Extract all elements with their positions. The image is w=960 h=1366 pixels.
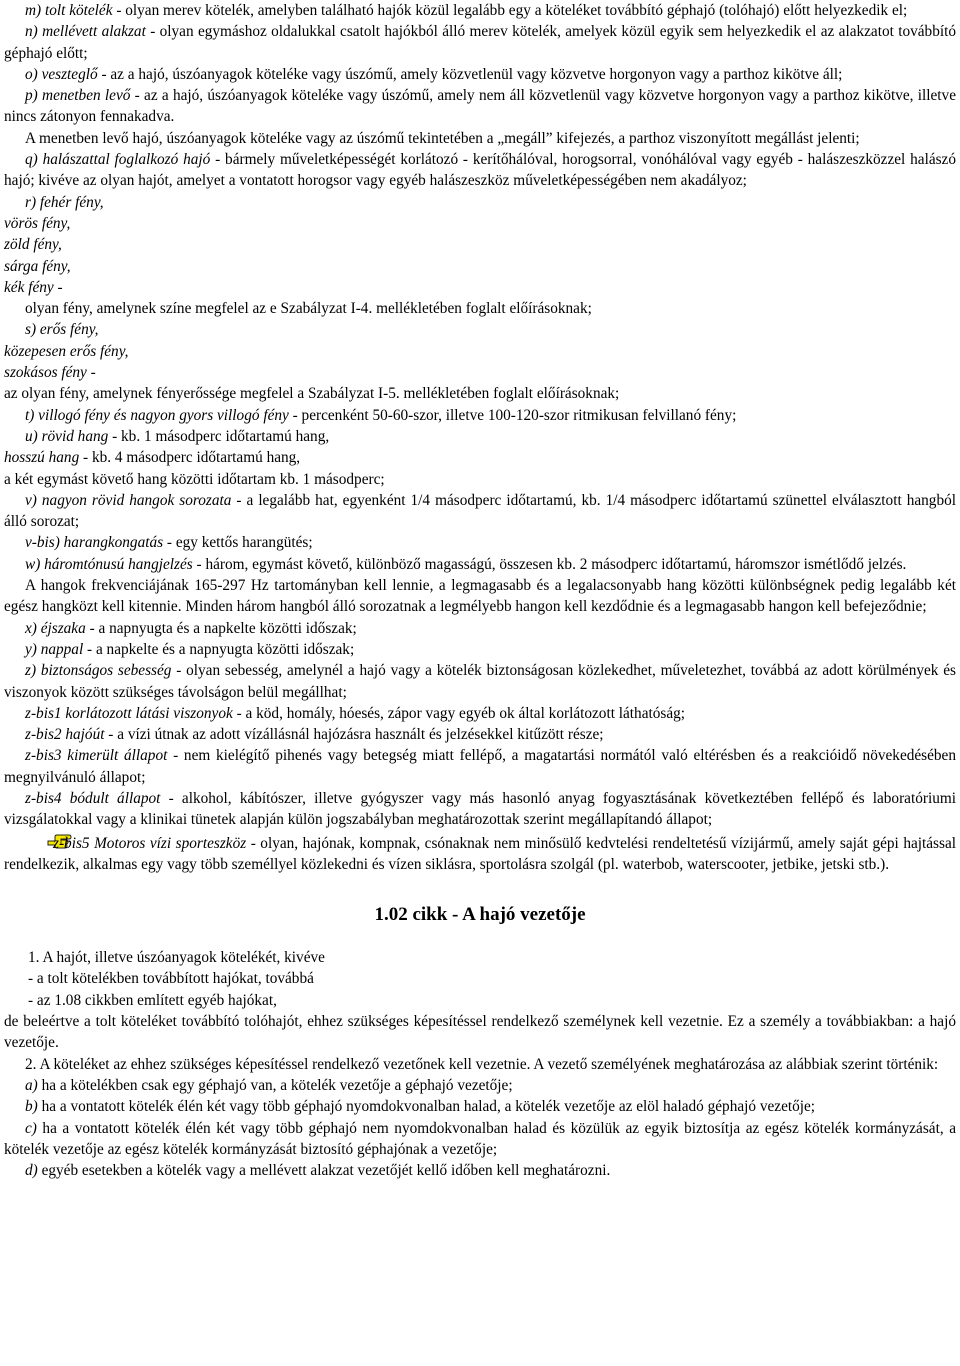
article-1-text: de beleértve a tolt köteléket továbbító tolóhajót, ehhez szükséges képesítéssel rendelkező személynek kell vezetnie. Ez a személy a továbbiakban: a hajó vezetője. [4,1013,956,1052]
article-1-line-3: - az 1.08 cikkben említett egyéb hajókat, [28,991,277,1009]
term-red-light: vörös fény, [4,214,71,232]
term-medium-light: közepesen erős fény, [4,342,129,360]
definition-t: t) villogó fény és nagyon gyors villogó fény - percenként 50-60-szor, illetve 100-120-szor ritmikusan felvillanó fény; [25,406,737,424]
article-1-line-1: 1. A hajót, illetve úszóanyagok kötelékét, kivéve [28,949,325,967]
definition-w: w) háromtónusú hangjelzés - három, egymást követő, különböző magasságú, összesen kb. 2 másodperc időtartamú, háromszor ismétlődő jelzés. [25,555,907,573]
definition-z-bis1: z-bis1 korlátozott látási viszonyok - a köd, homály, hóesés, zápor vagy egyéb ok által korlátozott láthatóság; [25,704,686,722]
definition-z-bis2: z-bis2 hajóút - a vízi útnak az adott vízállásnál hajózásra használt és jelzésekkel kitűzött része; [25,726,604,744]
definition-x: x) éjszaka - a napnyugta és a napkelte közötti időszak; [25,619,357,637]
definition-v-bis: v-bis) harangkongatás - egy kettős harangütés; [25,534,313,552]
pointing-hand-icon [25,831,51,851]
term-yellow-light: sárga fény, [4,257,71,275]
definition-m: m) tolt kötelék - olyan merev kötelék, amelyben található hajók közül legalább egy a köteléket továbbító géphajó (tolóhajó) előtt helyezkedik el; [25,2,908,19]
term-s-strong-light: s) erős fény, [25,321,99,339]
definition-n: n) mellévett alakzat - olyan egymáshoz oldalukkal csatolt hajókból álló merev kötelék, amelyek közül egyik sem helyezkedik el az alakzatot továbbító géphajó előtt; [4,23,956,62]
spacer [4,927,956,947]
paragraph-frequency: A hangok frekvenciájának 165-297 Hz tartományban kell lennie, a legmagasabb és a legalacsonyabb hang közötti különbségnek pedig legalább két egész hangközt kell kitennie. Minden három hangból álló sorozatnak a legmélyebb hangon kell kezdődnie és a legmagasabb hangon kell befejeződnie; [4,577,956,616]
definition-u-short: u) rövid hang - kb. 1 másodperc időtartamú hang, [25,427,330,445]
definition-u-tail: a két egymást követő hang közötti időtartam kb. 1 másodperc; [4,470,385,488]
term-blue-light: kék fény - [4,278,63,296]
article-2-item-d: d) egyéb esetekben a kötelék vagy a mellévett alakzat vezetőjét kellő időben kell meghatározni. [25,1162,611,1180]
section-title: 1.02 cikk - A hajó vezetője [374,904,586,926]
term-r-white-light: r) fehér fény, [25,193,104,211]
article-2-item-c: c) ha a vontatott kötelék élén két vagy több géphajó nem nyomdokvonalban halad és közülük az egyik biztosítja az egész kötelék kormányzását, a kötelék vezetője az egész kötelék kormányzását biztosító géphajónak a vezetője; [4,1119,956,1158]
definition-z-bis4: z-bis4 bódult állapot - alkohol, kábítószer, illetve gyógyszer vagy más hasonló anyag fogyasztásának következtében fellépő és laboratóriumi vizsgálatokkal vagy a klinikai tünetek alapján külön jogszabályban meghatározottak szerint megállapítandó állapot; [4,789,956,829]
definition-y: y) nappal - a napkelte és a napnyugta közötti időszak; [25,640,355,658]
article-2-item-a: a) ha a kötelékben csak egy géphajó van, a kötelék vezetője a géphajó vezetője; [25,1076,513,1094]
definition-z: z) biztonságos sebesség - olyan sebesség, amelynél a hajó vagy a kötelék biztonságosan közlekedhet, műveletezhet, továbbá az adott körülmények és viszonyok között szükséges távolságon belül megállhat; [4,662,956,701]
article-2-item-b: b) ha a vontatott kötelék élén két vagy több géphajó nyomdokvonalban halad, a kötelék vezetője az elöl haladó géphajó vezetője; [25,1098,816,1116]
definition-s-text: az olyan fény, amelynek fényerőssége megfelel a Szabályzat I-5. mellékletében foglalt előírásoknak; [4,385,620,403]
definition-p: p) menetben levő - az a hajó, úszóanyagok köteléke vagy úszómű, amely nem áll közvetlenül vagy közvetve horgonyon vagy a parthoz kikötve, illetve nincs zátonyon fennakadva. [4,87,956,126]
definition-v: v) nagyon rövid hangok sorozata - a legalább hat, egyenként 1/4 másodperc időtartamú, kb. 1/4 másodperc időtartamú szünettel elválasztott hangból álló sorozat; [4,491,956,531]
definition-z-bis5: z-bis5 Motoros vízi sporteszköz - olyan, hajónak, kompnak, csónaknak nem minősülő kedvtelési rendeltetésű vízijármű, amely saját gépi hajtással rendelkezik, alkalmas egy vagy több személlyel közlekedni és vízen siklásra, sportolásra szolgál (pl. waterbob, waterscooter, jetbike, jetski stb.). [4,831,956,876]
spacer [4,875,956,903]
term-green-light: zöld fény, [4,236,62,254]
article-1-line-2: - a tolt kötelékben továbbított hajókat, továbbá [28,970,314,988]
definition-o: o) veszteglő - az a hajó, úszóanyagok köteléke vagy úszómű, amely közvetlenül vagy közvetve horgonyon vagy a parthoz kikötve áll; [25,65,843,83]
definition-r-text: olyan fény, amelynek színe megfelel az e Szabályzat I-4. mellékletében foglalt előírásoknak; [25,300,592,318]
paragraph-megall: A menetben levő hajó, úszóanyagok köteléke vagy az úszómű tekintetében a „megáll” kifejezés, a parthoz viszonyított megállást jelenti; [25,129,860,147]
definition-q: q) halászattal foglalkozó hajó - bármely műveletképességét korlátozó - kerítőhálóval, horogsorral, vonóhálóval vagy egyéb - halászeszközzel halászó hajó; kivéve az olyan hajót, amelyet a vontatott horogsor vagy egyéb halászeszköz műveletképességében nem akadályoz; [4,151,956,190]
definition-u-long: hosszú hang - kb. 4 másodperc időtartamú hang, [4,449,301,467]
term-ordinary-light: szokásos fény - [4,364,96,382]
definition-z-bis3: z-bis3 kimerült állapot - nem kielégítő pihenés vagy betegség miatt fellépő, a magatartási normától való eltérésben és a reakcióidő növekedésében megnyilvánuló állapot; [4,747,956,786]
article-2-text: 2. A köteléket az ehhez szükséges képesítéssel rendelkező vezetőnek kell vezetnie. A vezető személyének meghatározása az alábbiak szerint történik: [25,1055,939,1073]
